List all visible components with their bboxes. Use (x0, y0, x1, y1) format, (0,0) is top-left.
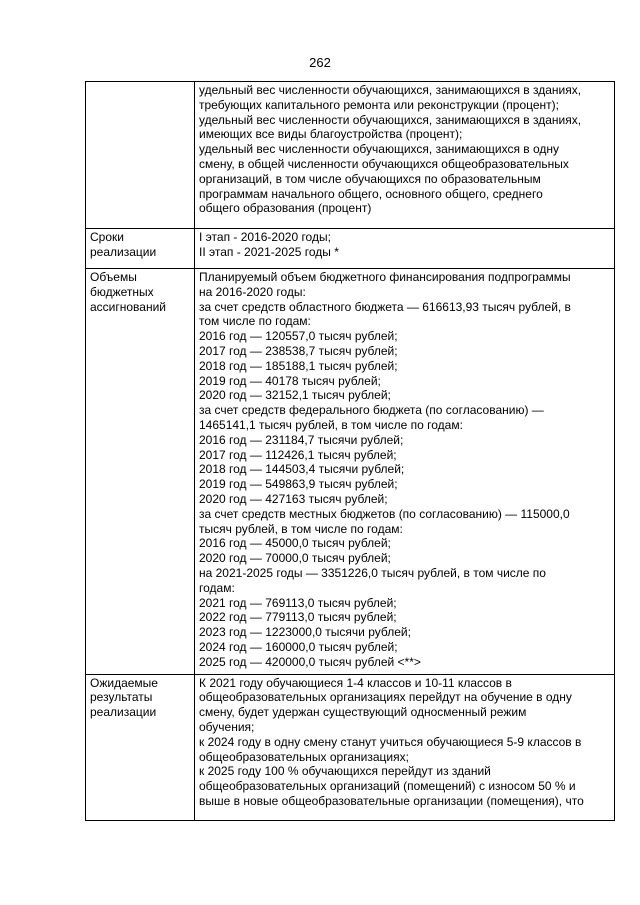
content-line: требующих капитального ремонта или реконструкции (процент); (199, 97, 559, 112)
row-content (195, 82, 615, 229)
content-line: 2022 год — 779113,0 тысяч рублей; (199, 610, 397, 625)
content-line: годам: (199, 580, 235, 595)
page-number: 262 (309, 55, 331, 70)
content-line: смену, будет удержан существующий односменный режим (199, 705, 527, 720)
row-label: Сроки реализации (86, 229, 195, 269)
row-label (86, 82, 195, 229)
content-line: тысяч рублей, в том числе по годам: (199, 521, 403, 536)
content-line: 2020 год — 427163 тысяч рублей; (199, 491, 388, 506)
content-line: смену, в общей численности обучающихся общеобразовательных (199, 156, 569, 171)
content-line: том числе по годам: (199, 314, 311, 329)
content-line: К 2021 году обучающиеся 1-4 классов и 10-11 классов в (199, 675, 512, 690)
content-line: 2023 год — 1223000,0 тысячи рублей; (199, 625, 411, 640)
content-line: удельный вес численности обучающихся, занимающихся в одну (199, 142, 560, 157)
content-line: за счет средств областного бюджета — 616613,93 тысяч рублей, в (199, 299, 571, 314)
table-row-indicators (86, 82, 615, 229)
content-line: 2019 год — 40178 тысяч рублей; (199, 373, 381, 388)
content-line: удельный вес численности обучающихся, занимающихся в зданиях, (199, 83, 582, 97)
content-line: к 2025 году 100 % обучающихся перейдут из зданий (199, 764, 491, 779)
content-line: общеобразовательных организаций (помещений) с износом 50 % и (199, 779, 576, 794)
content-line: Планируемый объем бюджетного финансирования подпрограммы (199, 270, 571, 284)
content-line: на 2021-2025 годы — 3351226,0 тысяч рублей, в том числе по (199, 565, 546, 580)
content-line: 2016 год — 45000,0 тысяч рублей; (199, 536, 391, 551)
content-line: 2019 год — 549863,9 тысяч рублей; (199, 477, 398, 492)
content-line: 2018 год — 144503,4 тысячи рублей; (199, 462, 405, 477)
content-line: имеющих все виды благоустройства (процент); (199, 127, 463, 142)
content-line: 2016 год — 231184,7 тысячи рублей; (199, 432, 404, 447)
table-row-results (86, 674, 615, 820)
content-line: 2021 год — 769113,0 тысяч рублей; (199, 595, 397, 610)
content-line: удельный вес численности обучающихся, занимающихся в зданиях, (199, 112, 582, 127)
content-line: 2025 год — 420000,0 тысяч рублей <**> (199, 654, 421, 669)
content-line: общеобразовательных организациях перейдут на обучение в одну (199, 690, 572, 705)
content-line: к 2024 году в одну смену станут учиться обучающиеся 5-9 классов в (199, 734, 582, 749)
content-line: 2020 год — 70000,0 тысяч рублей; (199, 551, 391, 566)
content-line: 2018 год — 185188,1 тысяч рублей; (199, 358, 398, 373)
row-content (195, 674, 615, 820)
content-line: общего образования (процент) (199, 201, 372, 216)
content-line: 2024 год — 160000,0 тысяч рублей; (199, 639, 398, 654)
content-line: за счет средств федерального бюджета (по согласованию) — (199, 403, 544, 418)
content-line: выше в новые общеобразовательные организации (помещения), что (199, 793, 584, 808)
row-label: Ожидаемые результаты реализации (86, 674, 195, 820)
content-line: обучения; (199, 719, 255, 734)
content-line: 2017 год — 112426,1 тысяч рублей; (199, 447, 397, 462)
content-line: программам начального общего, основного общего, среднего (199, 186, 543, 201)
content-line: 2017 год — 238538,7 тысяч рублей; (199, 343, 398, 358)
table-row-timeline (86, 229, 615, 269)
table-row-budget (86, 269, 615, 675)
row-content (195, 229, 615, 269)
content-line: 1465141,1 тысяч рублей, в том числе по годам: (199, 417, 463, 432)
content-line: 2016 год — 120557,0 тысяч рублей; (199, 329, 398, 344)
row-label: Объемы бюджетных ассигнований (86, 269, 195, 675)
content-line: I этап - 2016-2020 годы; (199, 230, 331, 244)
content-line: II этап - 2021-2025 годы * (199, 244, 339, 259)
content-line: 2020 год — 32152,1 тысяч рублей; (199, 388, 391, 403)
content-line: общеобразовательных организациях; (199, 749, 409, 764)
content-line: организаций, в том числе обучающихся по образовательным (199, 171, 541, 186)
passport-table (85, 81, 615, 821)
content-line: на 2016-2020 годы: (199, 284, 306, 299)
row-content (195, 269, 615, 675)
content-line: за счет средств местных бюджетов (по согласованию) — 115000,0 (199, 506, 570, 521)
